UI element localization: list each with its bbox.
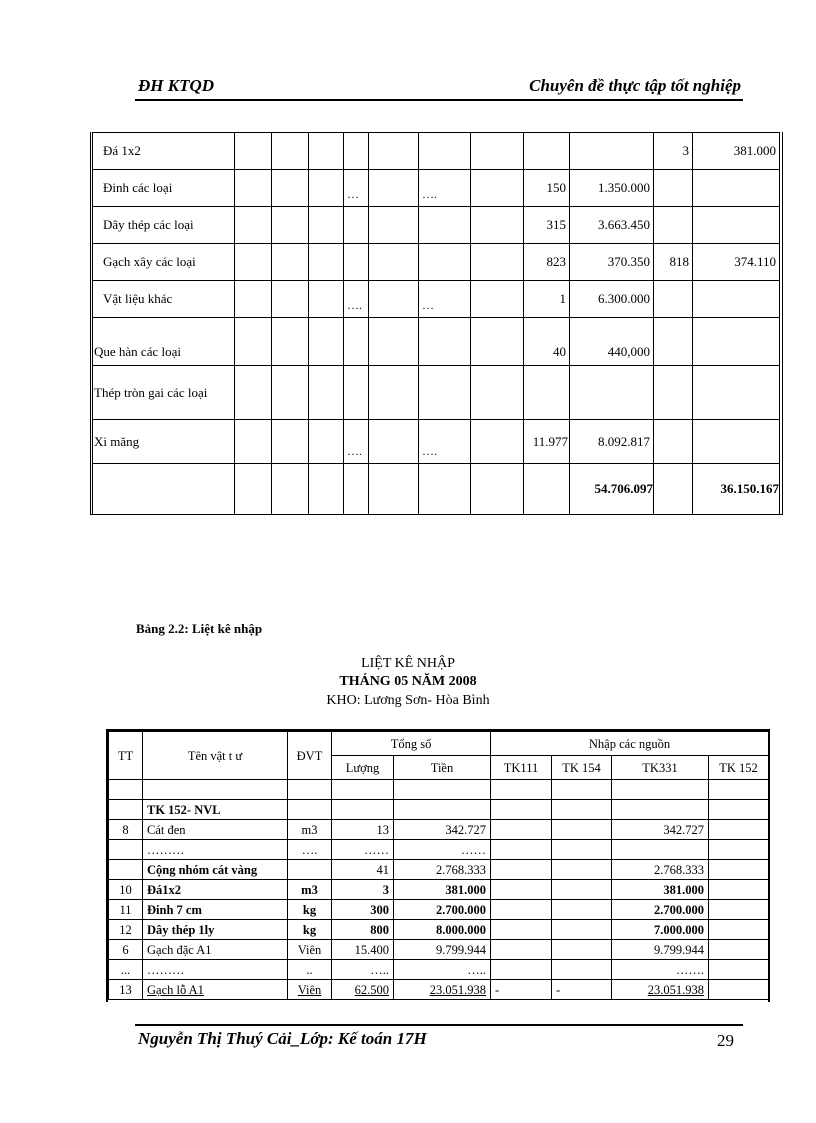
col-sources-group: Nhập các nguồn [491,732,769,756]
col-tt: TT [109,732,143,780]
table-row: TK 152- NVL [109,800,769,820]
table-row: 11 Đinh 7 cm kg 300 2.700.000 2.700.000 [109,900,769,920]
table-total-row: 54.706.097 36.150.167 [93,464,780,515]
col-name: Tên vật t ư [143,732,288,780]
footer-rule [135,1024,743,1026]
table-row: 12 Dây thép 1ly kg 800 8.000.000 7.000.000 [109,920,769,940]
col-unit: ĐVT [288,732,332,780]
col-tk154: TK 154 [552,756,612,780]
table-row: 6 Gạch đặc A1 Viên 15.400 9.799.944 9.799.944 [109,940,769,960]
table-row: Vật liệu khác …. … 1 6.300.000 [93,281,780,318]
table-row: Xi măng …. …. 11.977 8.092.817 [93,420,780,464]
table-row: ……… …. …… …… [109,840,769,860]
table-row: ... ……… .. ….. ….. ……. [109,960,769,980]
material-name: Gạch xây các loại [93,244,235,281]
material-name: Vật liệu khác [93,281,235,318]
col-total-group: Tổng số [332,732,491,756]
col-qty: Lượng [332,756,394,780]
col-tk152: TK 152 [709,756,769,780]
import-list-table [108,731,769,1000]
material-name: Đinh các loại [93,170,235,207]
table-row: 10 Đá1x2 m3 3 381.000 381.000 [109,880,769,900]
continued-materials-table [92,132,780,515]
header-report-title: Chuyên đề thực tập tốt nghiệp [529,76,741,95]
col-money: Tiền [394,756,491,780]
table-row: Cộng nhóm cát vàng 41 2.768.333 2.768.333 [109,860,769,880]
table-row: Đá 1x2 3 381.000 [93,133,780,170]
table-row: 13 Gạch lỗ A1 Viên 62.500 23.051.938 - - 23.051.938 [109,980,769,1000]
table-row: Gạch xây các loại 823 370.350 818 374.110 [93,244,780,281]
material-name: Thép tròn gai các loại [93,366,235,420]
report-period: THÁNG 05 NĂM 2008 [339,674,477,689]
page-number: 29 [717,1031,734,1050]
table-row: Dây thép các loại 315 3.663.450 [93,207,780,244]
report-warehouse: KHO: Lương Sơn- Hòa Bình [326,693,490,708]
material-name: Dây thép các loại [93,207,235,244]
material-name: Que hàn các loại [93,318,235,366]
table-row: Que hàn các loại 40 440,000 [93,318,780,366]
table-row: 8 Cát đen m3 13 342.727 342.727 [109,820,769,840]
footer-author: Nguyễn Thị Thuý Cải_Lớp: Kế toán 17H [138,1029,427,1048]
col-tk111: TK111 [491,756,552,780]
material-name: Xi măng [93,420,235,464]
col-tk331: TK331 [612,756,709,780]
header-school: ĐH KTQD [138,76,215,95]
material-name: Đá 1x2 [93,133,235,170]
table-caption: Bảng 2.2: Liệt kê nhập [136,621,263,636]
import-list-table-wrapper [106,729,770,1002]
table-row: Đinh các loại … …. 150 1.350.000 [93,170,780,207]
header-rule [135,99,743,101]
table-row [93,366,780,420]
report-title: LIỆT KÊ NHẬP [361,656,455,671]
